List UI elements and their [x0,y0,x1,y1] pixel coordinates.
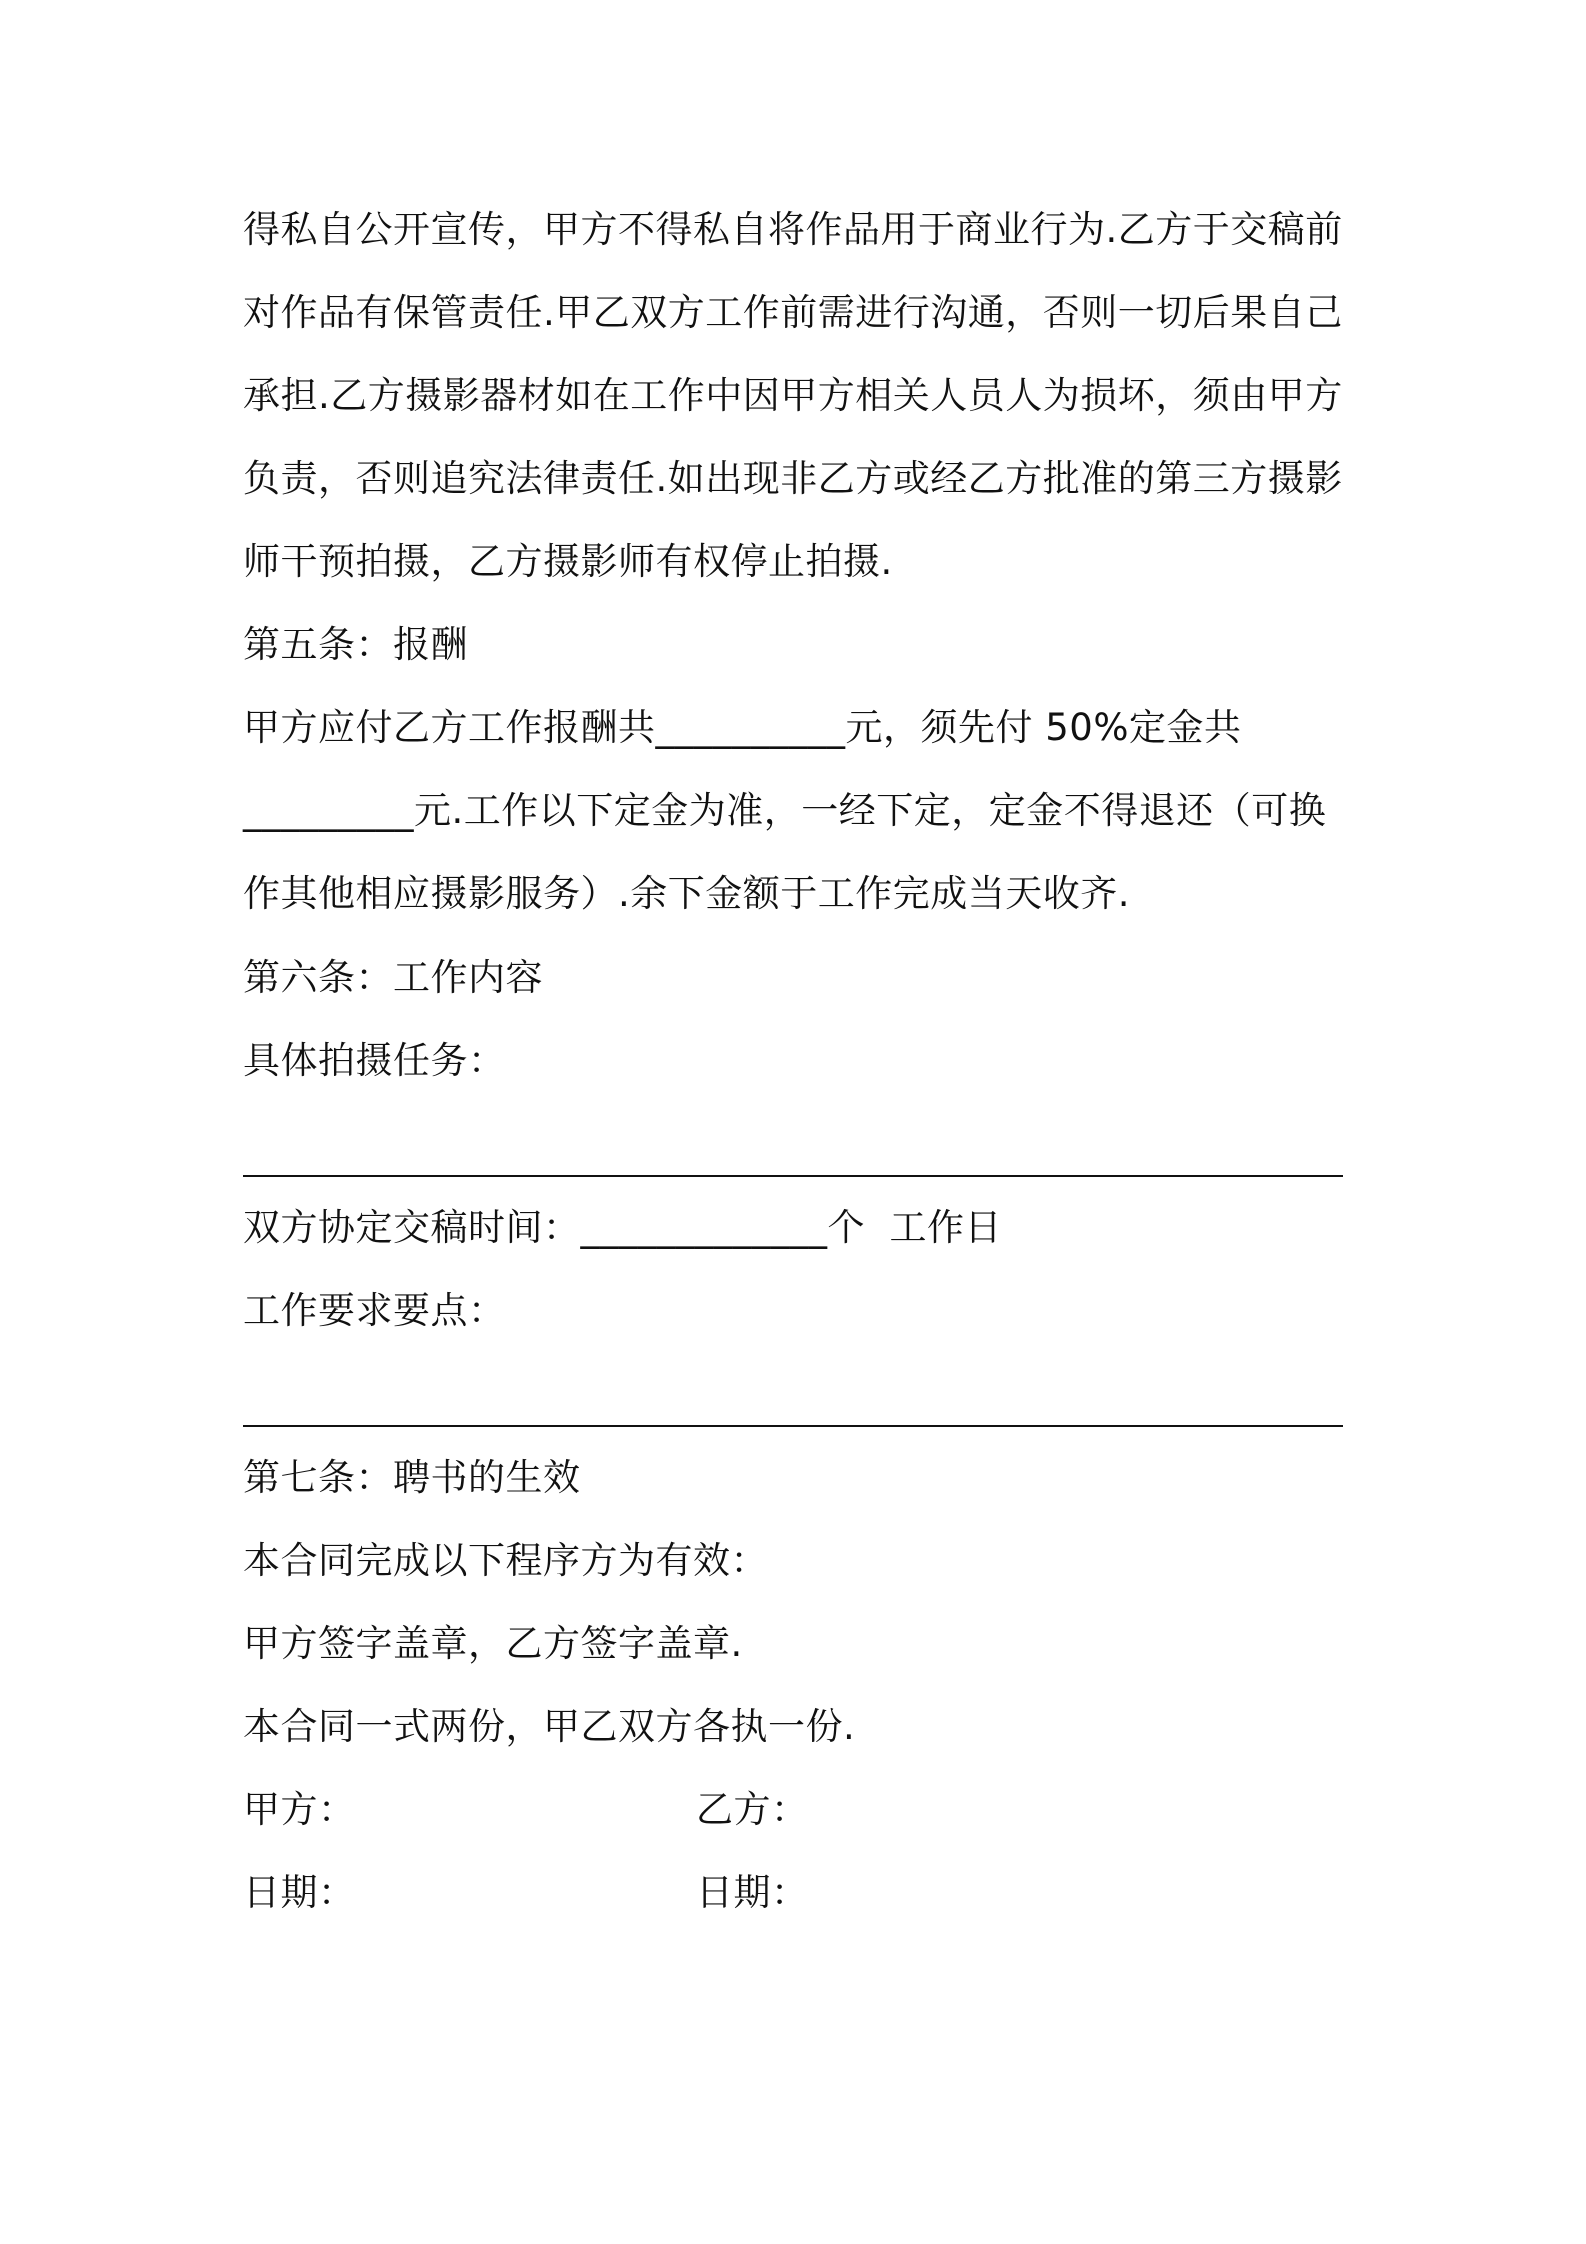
delivery-time-line: 双方协定交稿时间：_____________个 工作日 [243,1206,1003,1249]
date-b-label: 日期： [696,1871,809,1914]
article4-line-3: 承担.乙方摄影器材如在工作中因甲方相关人员人为损坏，须由甲方 [243,374,1343,417]
article5-title: 第五条：报酬 [243,623,468,666]
article5-line-2: _________元.工作以下定金为准，一经下定，定金不得退还（可换 [243,789,1327,832]
article4-line-4: 负责，否则追究法律责任.如出现非乙方或经乙方批准的第三方摄影 [243,457,1343,500]
article7-line-2: 甲方签字盖章，乙方签字盖章. [243,1622,743,1665]
article6-title: 第六条：工作内容 [243,956,543,999]
article7-title: 第七条：聘书的生效 [243,1456,581,1499]
article4-line-5: 师干预拍摄，乙方摄影师有权停止拍摄. [243,540,893,583]
article5-line-1: 甲方应付乙方工作报酬共__________元，须先付 50%定金共 [243,706,1242,749]
article5-line-3: 作其他相应摄影服务）.余下金额于工作完成当天收齐. [243,872,1131,915]
party-b-label: 乙方： [696,1788,809,1831]
requirements-label: 工作要求要点： [243,1289,506,1332]
article7-line-3: 本合同一式两份，甲乙双方各执一份. [243,1705,856,1748]
article4-line-2: 对作品有保管责任.甲乙双方工作前需进行沟通，否则一切后果自己 [243,291,1343,334]
task-label: 具体拍摄任务： [243,1039,506,1082]
party-a-label: 甲方： [243,1788,356,1831]
requirements-fill-rule [243,1425,1343,1427]
date-a-label: 日期： [243,1871,356,1914]
article7-line-1: 本合同完成以下程序方为有效： [243,1539,768,1582]
article4-line-1: 得私自公开宣传，甲方不得私自将作品用于商业行为.乙方于交稿前 [243,208,1343,251]
task-fill-rule [243,1175,1343,1177]
